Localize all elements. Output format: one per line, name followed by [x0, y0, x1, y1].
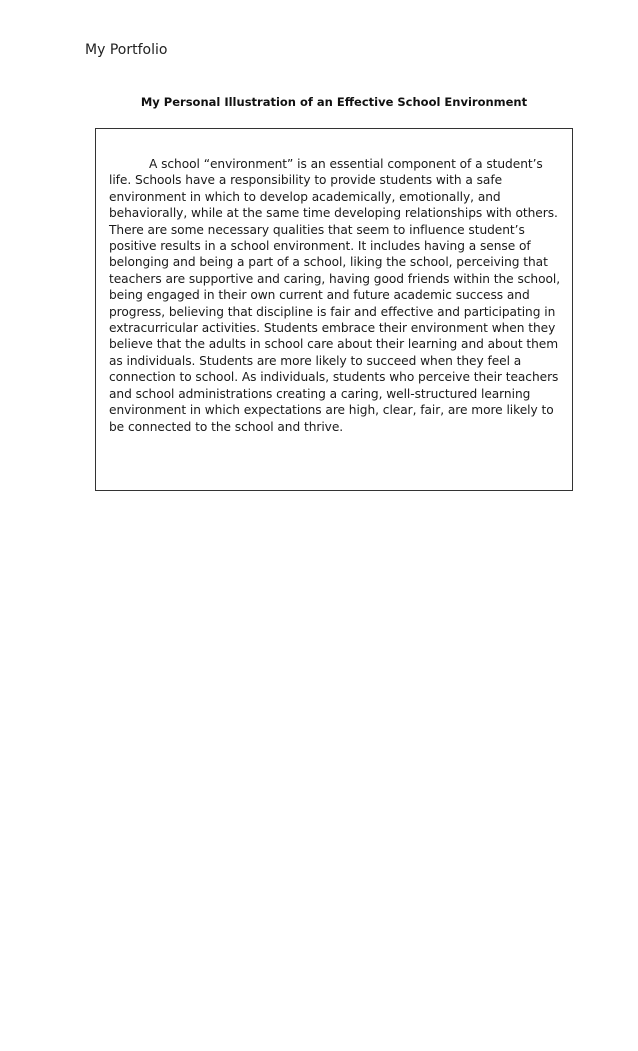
document-title: My Personal Illustration of an Effective School Environment — [140, 95, 528, 109]
page-header: My Portfolio — [85, 42, 168, 58]
body-paragraph: A school “environment” is an essential component of a student’s life. Schools have a responsibility to provide students with a safe environment in which to develop academically, emotionally, and behaviorally, while at the same time developing relationships with others. There are some necessary qualities that seem to influence student’s positive results in a school environment. It includes having a sense of belonging and being a part of a school, liking the school, perceiving that teachers are supportive and caring, having good friends within the school, being engaged in their own current and future academic success and progress, believing that discipline is fair and effective and participating in extracurricular activities. Students embrace their environment when they believe that the adults in school care about their learning and about them as individuals. Students are more likely to succeed when they feel a connection to school. As individuals, students who perceive their teachers and school administrations creating a caring, well-structured learning environment in which expectations are high, clear, fair, are more likely to be connected to the school and thrive. — [109, 157, 561, 434]
content-box — [95, 128, 573, 491]
